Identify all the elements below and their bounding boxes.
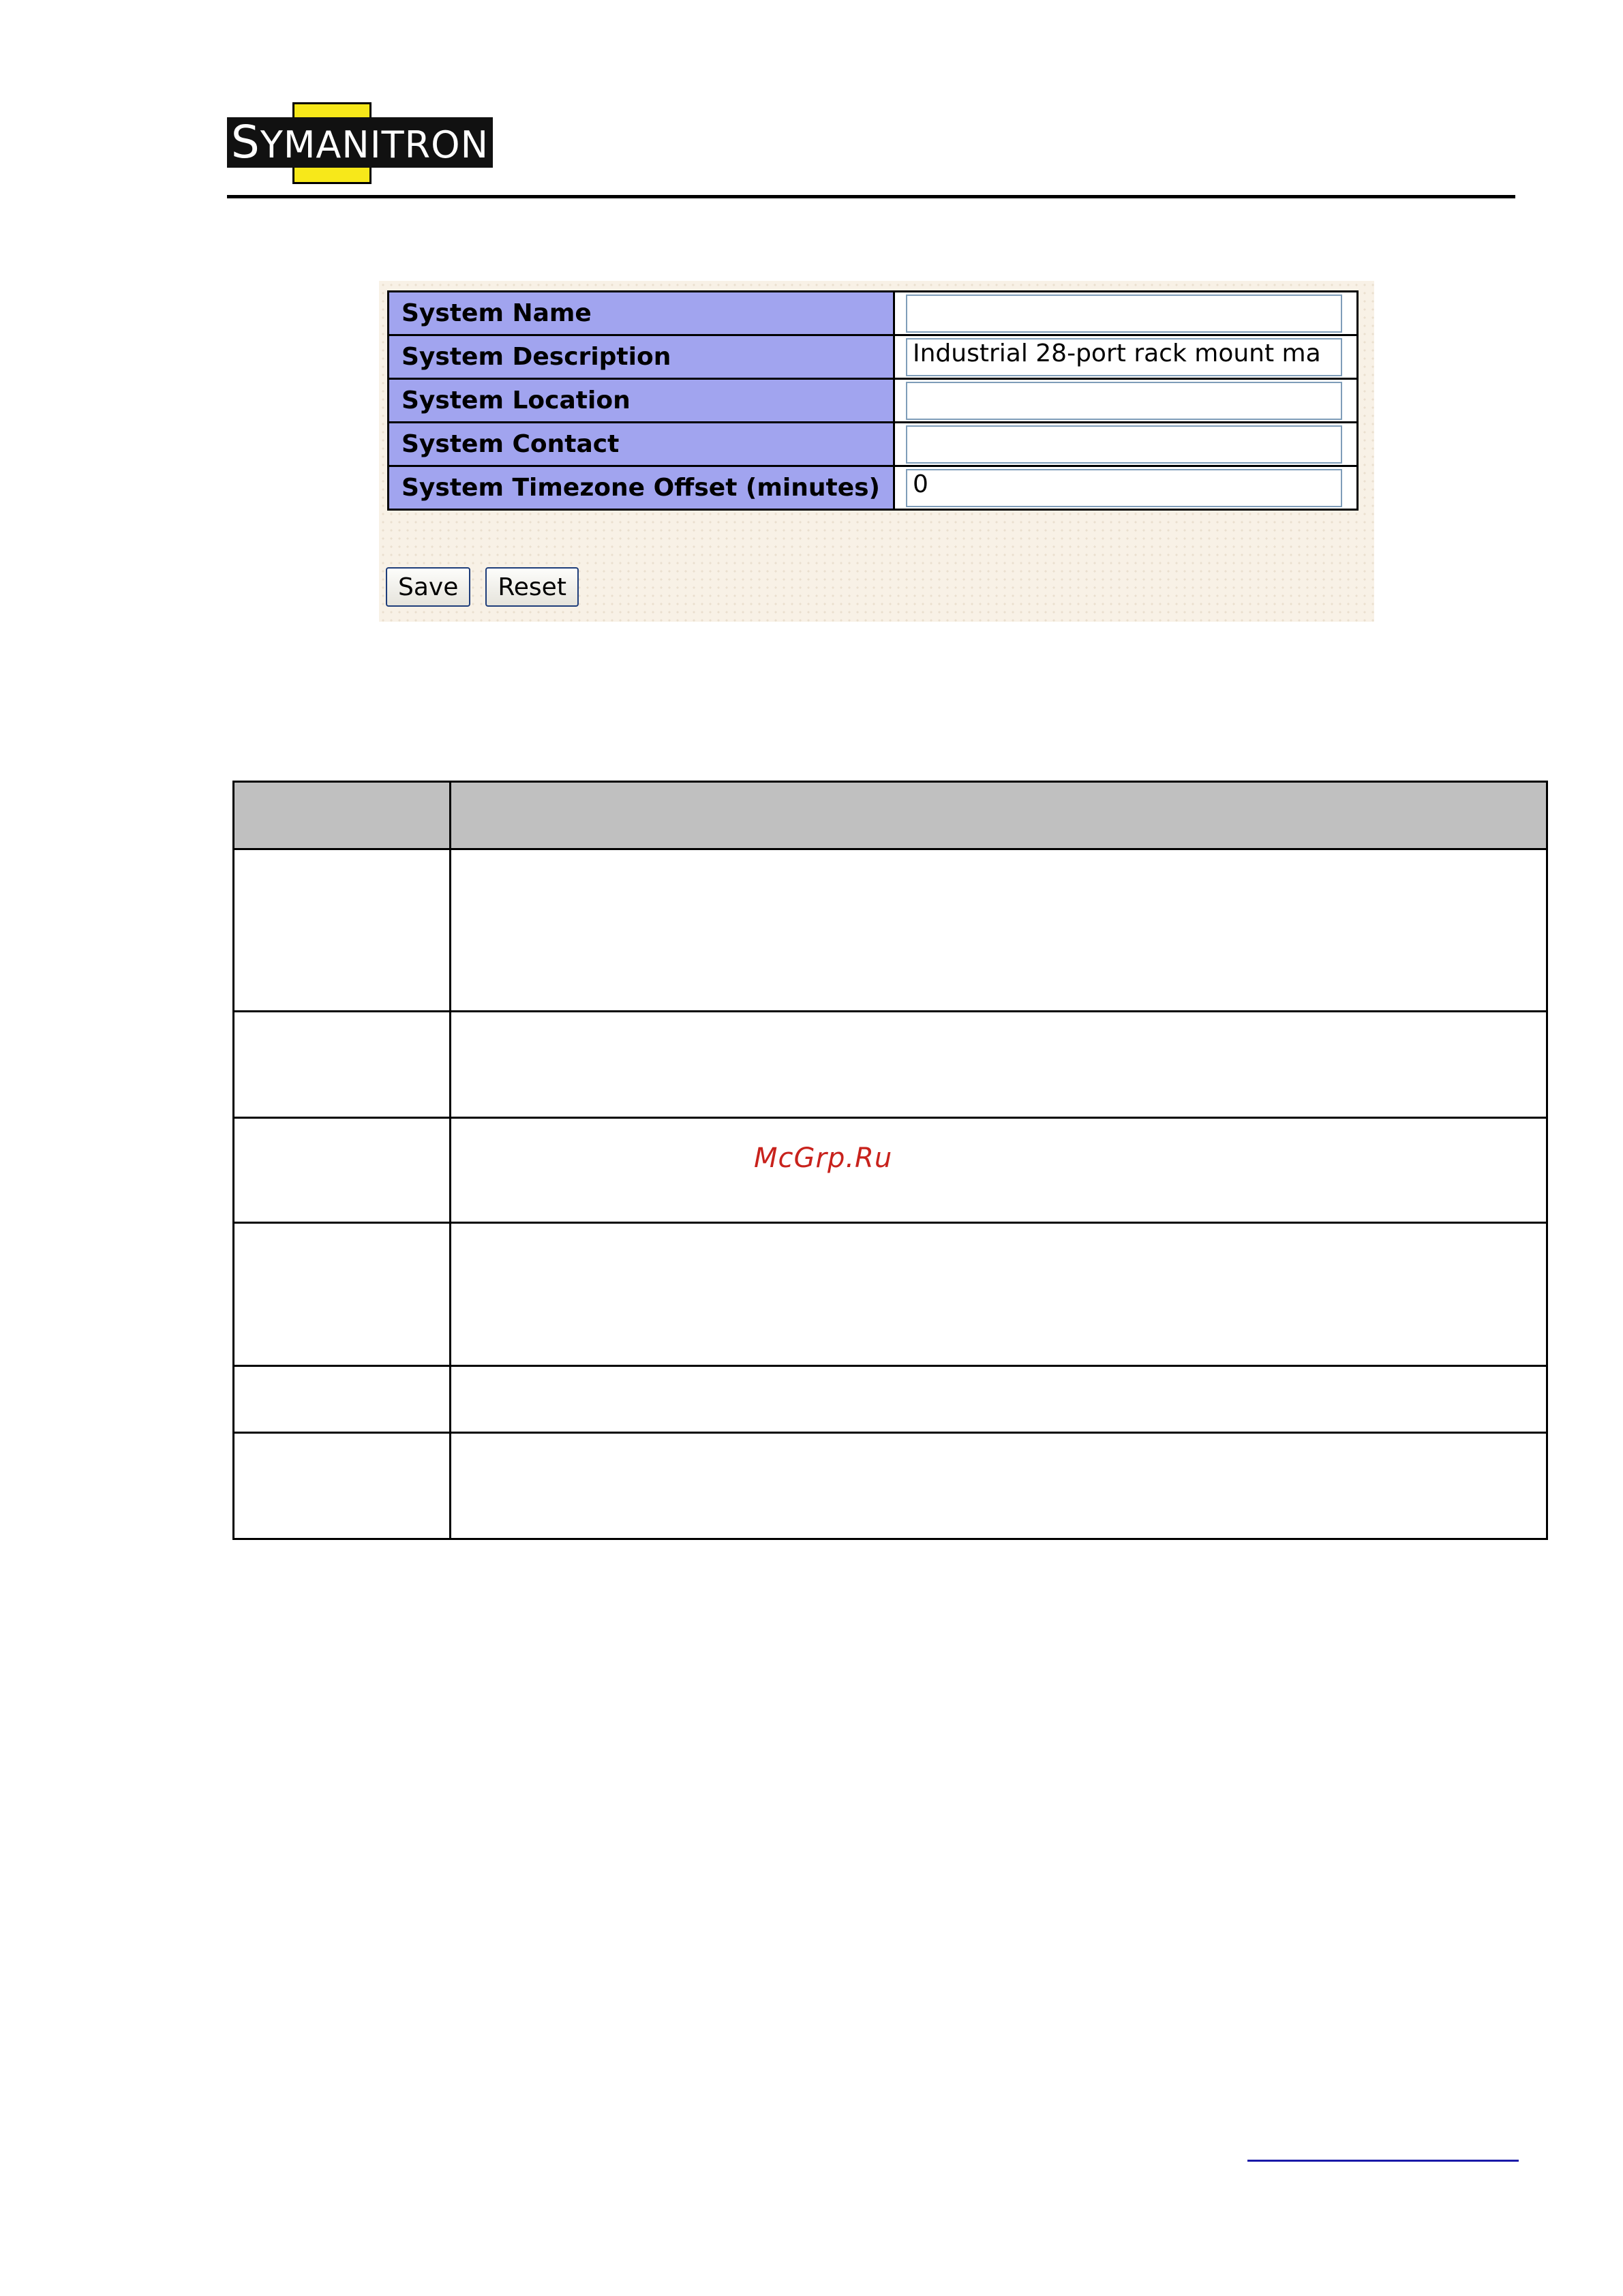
logo-wordmark: SYMANITRON — [230, 116, 489, 168]
desc-object-cell — [234, 1366, 451, 1433]
desc-header-description-cell — [451, 782, 1547, 849]
system-timezone-offset-row — [389, 466, 1358, 510]
symanitron-logo — [227, 102, 493, 184]
form-button-row — [386, 567, 579, 607]
desc-table-header-row — [234, 782, 1547, 849]
desc-object-cell — [234, 1012, 451, 1118]
system-description-row — [389, 335, 1358, 379]
save-button[interactable]: Save — [386, 567, 470, 607]
table-row — [234, 849, 1547, 1012]
desc-text-cell — [451, 1366, 1547, 1433]
table-row — [234, 1433, 1547, 1539]
desc-object-cell — [234, 849, 451, 1012]
system-contact-row — [389, 423, 1358, 466]
desc-object-cell — [234, 1118, 451, 1223]
desc-text-cell — [451, 1012, 1547, 1118]
watermark: McGrp.Ru — [754, 1143, 893, 1174]
desc-text-cell — [451, 849, 1547, 1012]
footer-link-underline[interactable] — [1247, 2160, 1519, 2162]
desc-text-cell — [451, 1223, 1547, 1366]
desc-object-cell — [234, 1433, 451, 1539]
system-location-row — [389, 379, 1358, 423]
system-timezone-offset-label: System Timezone Offset (minutes) — [389, 466, 894, 510]
desc-text-cell — [451, 1118, 1547, 1223]
system-name-row — [389, 292, 1358, 335]
logo-black-bar — [227, 117, 493, 168]
system-timezone-offset-input[interactable]: 0 — [906, 469, 1342, 507]
system-config-table — [387, 290, 1359, 511]
desc-header-object-cell — [234, 782, 451, 849]
header-rule — [227, 195, 1515, 198]
desc-object-cell — [234, 1223, 451, 1366]
table-row — [234, 1223, 1547, 1366]
table-row — [234, 1366, 1547, 1433]
reset-button[interactable]: Reset — [485, 567, 579, 607]
desc-text-cell — [451, 1433, 1547, 1539]
system-location-label: System Location — [389, 379, 894, 423]
system-contact-label: System Contact — [389, 423, 894, 466]
system-description-input[interactable]: Industrial 28-port rack mount ma — [906, 338, 1342, 376]
system-information-panel — [379, 281, 1374, 622]
system-contact-input[interactable] — [906, 425, 1342, 464]
table-row — [234, 1012, 1547, 1118]
system-name-input[interactable] — [906, 294, 1342, 333]
system-description-label: System Description — [389, 335, 894, 379]
system-name-label: System Name — [389, 292, 894, 335]
system-location-input[interactable] — [906, 382, 1342, 420]
